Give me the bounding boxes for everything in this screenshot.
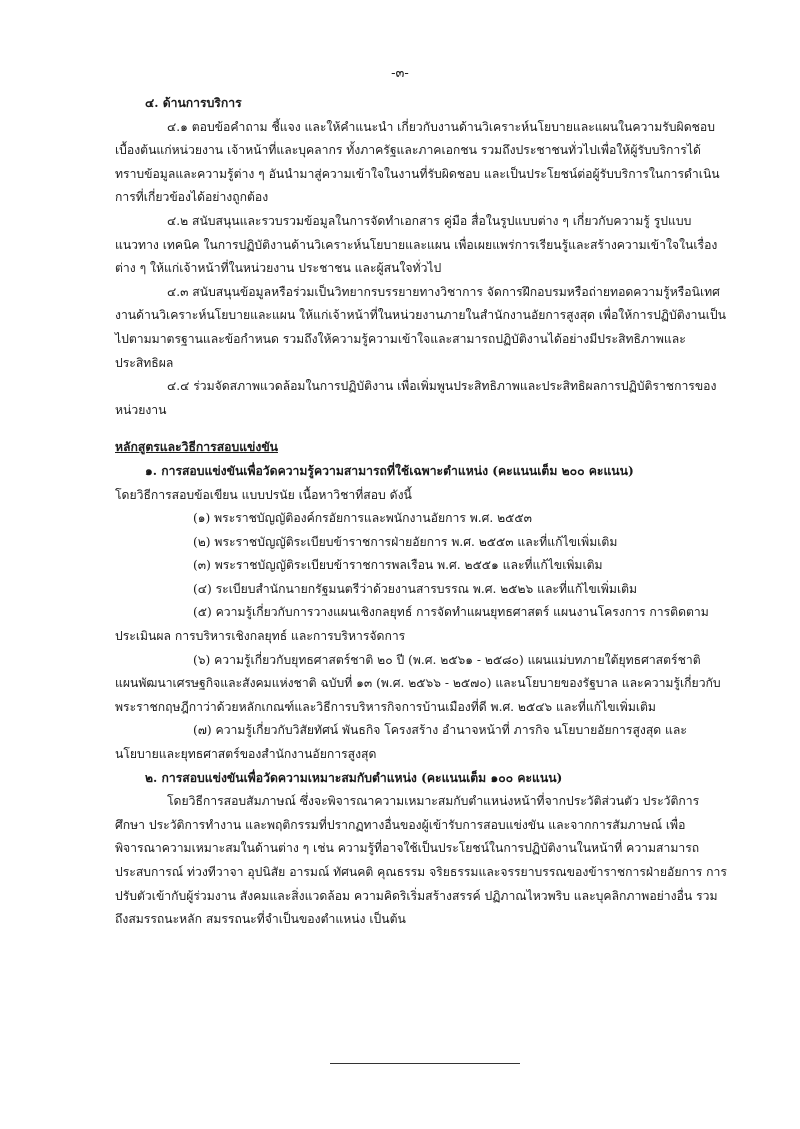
exam-subject-item: (๗) ความรู้เกี่ยวกับวิสัยทัศน์ พันธกิจ โครงสร้าง อำนาจหน้าที่ ภารกิจ นโยบายอัยการสูงสุด และนโยบายและยุทธศาสตร์ของสำนักงานอัยการสูงสุด: [115, 723, 687, 762]
section-spacer: [115, 422, 727, 430]
page-number: -๓-: [391, 66, 409, 81]
service-paragraph-4-3: ๔.๓ สนับสนุนข้อมูลหรือร่วมเป็นวิทยากรบรรยายทางวิชาการ จัดการฝึกอบรมหรือถ่ายทอดความรู้หรือนิเทศงานด้านวิเคราะห์นโยบายและแผน ให้แก่เจ้าหน้าที่ในหน่วยงานภายในสำนักงานอัยการสูงสุด เพื่อให้การปฏิบัติงานเป็นไปตามมาตรฐานและข้อกำหนด รวมถึงให้ความรู้ความเข้าใจและสามารถปฏิบัติงานได้อย่างมีประสิทธิภาพและประสิทธิผล: [115, 284, 726, 370]
service-paragraph-4-4: ๔.๔ ร่วมจัดสภาพแวดล้อมในการปฏิบัติงาน เพื่อเพิ่มพูนประสิทธิภาพและประสิทธิผลการปฏิบัติราชการของหน่วยงาน: [115, 379, 717, 417]
exam-part1-intro: โดยวิธีการสอบข้อเขียน แบบปรนัย เนื้อหาวิชาที่สอบ ดังนี้: [115, 487, 412, 502]
exam-subject-item: (๖) ความรู้เกี่ยวกับยุทธศาสตร์ชาติ ๒๐ ปี (พ.ศ. ๒๕๖๑ - ๒๕๘๐) แผนแม่บทภายใต้ยุทธศาสตร์ชาติ แผนพัฒนาเศรษฐกิจและสังคมแห่งชาติ ฉบับที่ ๑๓ (พ.ศ. ๒๕๖๖ - ๒๕๗๐) และนโยบายของรัฐบาล และความรู้เกี่ยวกับพระราชกฤษฎีกาว่าด้วยหลักเกณฑ์และวิธีการบริหารกิจการบ้านเมืองที่ดี พ.ศ. ๒๕๔๖ และที่แก้ไขเพิ่มเติม: [115, 652, 721, 714]
exam-part1-title: ๑. การสอบแข่งขันเพื่อวัดความรู้ความสามารถที่ใช้เฉพาะตำแหน่ง (คะแนนเต็ม ๒๐๐ คะแนน): [145, 463, 634, 478]
service-paragraph-4-1: ๔.๑ ตอบข้อคำถาม ชี้แจง และให้คำแนะนำ เกี่ยวกับงานด้านวิเคราะห์นโยบายและแผนในความรับผิดชอบเบื้องต้นแก่หน่วยงาน เจ้าหน้าที่และบุคลากร ทั้งภาครัฐและภาคเอกชน รวมถึงประชาชนทั่วไปเพื่อให้ผู้รับบริการได้ทราบข้อมูลและความรู้ต่าง ๆ อันนำมาสู่ความเข้าใจในงานที่รับผิดชอบ และเป็นประโยชน์ต่อผู้รับบริการในการดำเนินการที่เกี่ยวข้องได้อย่างถูกต้อง: [115, 119, 720, 205]
exam-section-heading: หลักสูตรและวิธีการสอบแข่งขัน: [115, 440, 278, 455]
exam-subject-item: (๒) พระราชบัญญัติระเบียบข้าราชการฝ่ายอัยการ พ.ศ. ๒๕๕๓ และที่แก้ไขเพิ่มเติม: [193, 534, 618, 549]
document-body: [115, 92, 727, 932]
exam-subject-item: (๔) ระเบียบสำนักนายกรัฐมนตรีว่าด้วยงานสารบรรณ พ.ศ. ๒๕๒๖ และที่แก้ไขเพิ่มเติม: [193, 581, 638, 596]
exam-subject-item: (๕) ความรู้เกี่ยวกับการวางแผนเชิงกลยุทธ์ การจัดทำแผนยุทธศาสตร์ แผนงานโครงการ การติดตามประเมินผล การบริหารเชิงกลยุทธ์ และการบริหารจัดการ: [115, 605, 709, 644]
service-paragraph-4-2: ๔.๒ สนับสนุนและรวบรวมข้อมูลในการจัดทำเอกสาร คู่มือ สื่อในรูปแบบต่าง ๆ เกี่ยวกับความรู้ รูปแบบ แนวทาง เทคนิค ในการปฏิบัติงานด้านวิเคราะห์นโยบายและแผน เพื่อเผยแพร่การเรียนรู้และสร้างความเข้าใจในเรื่องต่าง ๆ ให้แก่เจ้าหน้าที่ในหน่วยงาน ประชาชน และผู้สนใจทั่วไป: [115, 213, 718, 276]
exam-part2-title: ๒. การสอบแข่งขันเพื่อวัดความเหมาะสมกับตำแหน่ง (คะแนนเต็ม ๑๐๐ คะแนน): [145, 770, 563, 785]
footer-divider: [330, 1063, 520, 1064]
exam-subject-item: (๓) พระราชบัญญัติระเบียบข้าราชการพลเรือน พ.ศ. ๒๕๕๑ และที่แก้ไขเพิ่มเติม: [193, 558, 603, 573]
service-section-heading: ๔. ด้านการบริการ: [145, 96, 242, 110]
exam-subject-item: (๑) พระราชบัญญัติองค์กรอัยการและพนักงานอัยการ พ.ศ. ๒๕๕๓: [193, 511, 532, 526]
exam-part2-body: โดยวิธีการสอบสัมภาษณ์ ซึ่งจะพิจารณาความเหมาะสมกับตำแหน่งหน้าที่จากประวัติส่วนตัว ประวัติการศึกษา ประวัติการทำงาน และพฤติกรรมที่ปรากฏทางอื่นของผู้เข้ารับการสอบแข่งขัน และจากการสัมภาษณ์ เพื่อพิจารณาความเหมาะสมในด้านต่าง ๆ เช่น ความรู้ที่อาจใช้เป็นประโยชน์ในการปฏิบัติงานในหน้าที่ ความสามารถ ประสบการณ์ ท่วงทีวาจา อุปนิสัย อารมณ์ ทัศนคติ คุณธรรม จริยธรรมและจรรยาบรรณของข้าราชการฝ่ายอัยการ การปรับตัวเข้ากับผู้ร่วมงาน สังคมและสิ่งแวดล้อม ความคิดริเริ่มสร้างสรรค์ ปฏิภาณไหวพริบ และบุคลิกภาพอย่างอื่น รวมถึงสมรรถนะหลัก สมรรถนะที่จำเป็นของตำแหน่ง เป็นต้น: [115, 794, 727, 927]
